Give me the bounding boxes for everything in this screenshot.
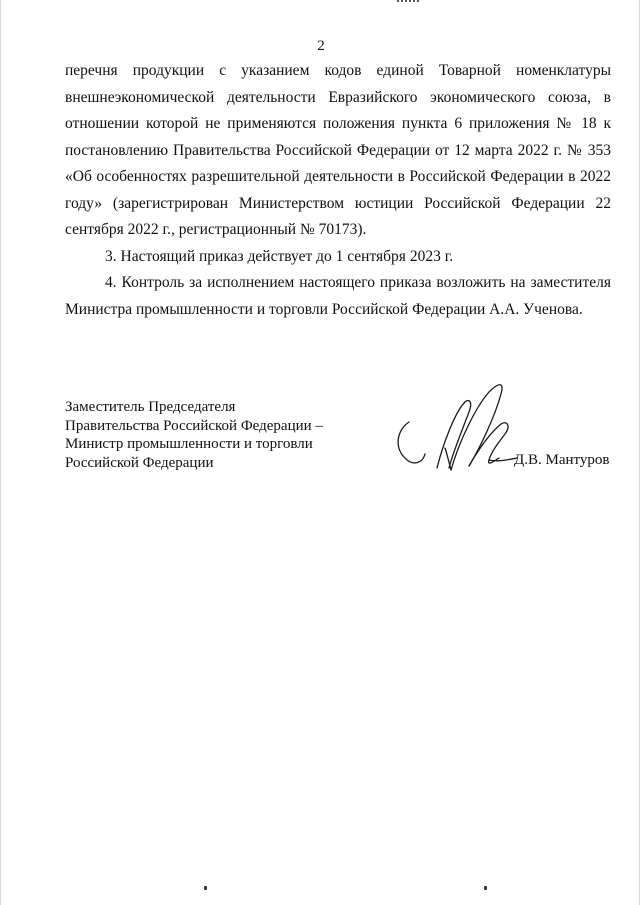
top-edge-mark	[397, 0, 419, 6]
signatory-title	[65, 398, 365, 472]
paragraph-item-3: 3. Настоящий приказ действует до 1 сентября 2023 г.	[105, 247, 454, 265]
footer-mark-right	[484, 886, 487, 890]
paragraph-continuation: перечня продукции с указанием кодов единой Товарной номенклатуры внешнеэкономической деятельности Евразийского экономического союза, в отношении которой не применяются положения пункта 6 приложения № 18 к постановлению Правительства Российской Федерации от 12 марта 2022 г. № 353 «Об особенностях разрешительной деятельности в Российской Федерации в 2022 году» (зарегистрирован Министерством юстиции Российской Федерации 22 сентября 2022 г., регистрационный № 70173).	[65, 62, 611, 238]
signatory-title-line: Заместитель Председателя	[65, 399, 236, 415]
signatory-title-line: Правительства Российской Федерации –	[65, 417, 323, 434]
signatory-name: Д.В. Мантуров	[514, 452, 610, 468]
handwritten-signature	[389, 372, 529, 477]
page-number: 2	[317, 38, 325, 54]
document-body	[65, 58, 611, 323]
signatory-title-line: Российской Федерации	[65, 454, 214, 471]
signatory-title-line: Министр промышленности и торговли	[65, 436, 313, 452]
footer-mark-left	[204, 886, 207, 890]
paragraph-item-4: 4. Контроль за исполнением настоящего приказа возложить на заместителя Министра промышленности и торговли Российской Федерации А.А. Ученова.	[65, 274, 611, 318]
